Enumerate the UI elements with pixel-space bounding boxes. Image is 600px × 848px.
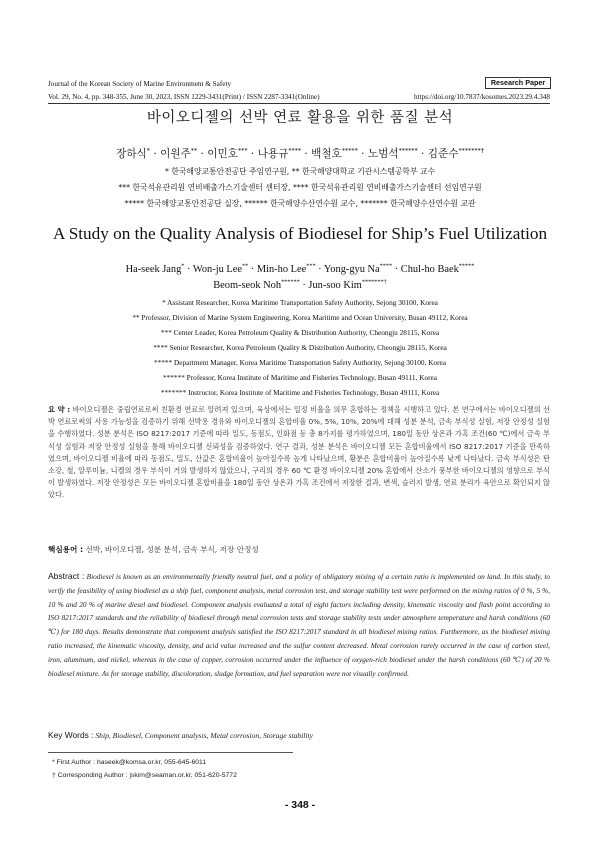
korean-author-affiliation-mark: **** xyxy=(288,147,302,155)
english-author-name: Won-ju Lee xyxy=(192,264,242,275)
english-authors-line2 xyxy=(0,280,600,291)
author-separator: · xyxy=(248,264,257,275)
korean-author-affiliation-mark: ** xyxy=(190,147,198,155)
doi-link[interactable]: https://doi.org/10.7837/kosomes.2023.29.4.348 xyxy=(413,93,550,101)
author-separator: · xyxy=(357,148,368,160)
author-separator: · xyxy=(392,264,401,275)
english-author-affiliation-mark: ** xyxy=(241,262,249,270)
english-author-affiliation-mark: ****** xyxy=(281,278,300,286)
korean-authors xyxy=(0,146,600,161)
english-author-affiliation-mark: *** xyxy=(306,262,316,270)
english-abstract-label: Abstract : xyxy=(48,571,85,581)
journal-name: Journal of the Korean Society of Marine Environment & Safety xyxy=(48,80,232,88)
english-author-affiliation-mark: **** xyxy=(379,262,393,270)
korean-author-affiliation-mark: * xyxy=(146,147,150,155)
english-affiliation-7: ******* Instructor, Korea Institute of Maritime and Fisheries Technology, Busan 49111, Korea xyxy=(160,388,440,397)
korean-author-affiliation-mark: *** xyxy=(237,147,248,155)
korean-abstract-text: 바이오디젤은 중립연료로써 친환경 연료로 알려져 있으며, 육상에서는 일정 비율을 의무 혼합하는 정책을 시행하고 있다. 본 연구에서는 바이오디젤의 선박 연료로써의 사용 가능성을 검증하기 위해 선박용 경유와 바이오디젤의 혼합비율 0%, 5%, 10%, 20%에 대해 성분 분석, 금속 부식성 실험, 저장 안정성 실험을 수행하였다. 성분 분석은 ISO 8217:2017 기준에 따라 밀도, 동점도, 인화점 등 총 8가지를 평가하였으며, 180일 동안 상온과 가혹 조건(60 ℃)에서 금속 부식성 실험과 저장 안정성 실험을 통해 바이오디젤 신뢰성을 검증하였다. 연구 결과, 성분 분석은 바이오디젤 모든 혼합비율에서 ISO 8217:2017 기준을 만족하였으며, 바이오디젤 비율에 따라 동점도, 밀도, 산값은 혼합비율이 높아질수록 높게 나타났으며, 황분은 혼합비율이 높아질수록 낮게 나타났다. 금속 부식성은 탄소강, 철, 알루미늄, 니켈의 경우 부식이 거의 발생하지 않았으나, 구리의 경우 60 ℃ 환경 바이오디젤 20% 혼합에서 산소가 풍부한 바이오디젤의 영향으로 부식이 발생하였다. 저장 안정성은 모든 바이오디젤 혼합비율을 180일 동안 상온과 가혹 조건에서 저장한 결과, 변색, 슬러지 발생, 연료 분리가 육안으로 확인되지 않았다. xyxy=(48,405,551,500)
author-separator: · xyxy=(301,148,312,160)
english-affiliation-5: ***** Department Manager, Korea Maritime Transportation Safety Authority, Sejong 30100, Korea xyxy=(153,358,447,367)
korean-keywords-text: 선박, 바이오디젤, 성분 분석, 금속 부식, 저장 안정성 xyxy=(85,545,259,554)
english-affiliation-1: * Assistant Researcher, Korea Maritime Transportation Safety Authority, Sejong 30100, Korea xyxy=(162,298,438,307)
research-paper-badge: Research Paper xyxy=(485,77,551,89)
footnote-rule xyxy=(48,752,293,753)
english-author-affiliation-mark: ***** xyxy=(458,262,475,270)
author-separator: · xyxy=(197,148,208,160)
korean-author-name: 백철호 xyxy=(311,148,342,160)
korean-author-name: 노범석 xyxy=(367,148,399,160)
english-author-affiliation-mark: *******† xyxy=(361,278,387,286)
author-separator: · xyxy=(417,148,428,160)
korean-keywords-label: 핵심용어 : xyxy=(48,545,84,554)
author-separator: · xyxy=(247,148,258,160)
page-number: - 348 - xyxy=(284,799,316,811)
korean-author-name: 이민호 xyxy=(207,148,238,160)
footnote-first-author: * First Author : haseek@komsa.or.kr, 055-645-6011 xyxy=(52,759,207,766)
korean-abstract xyxy=(48,404,550,502)
english-author-name: Jun-soo Kim xyxy=(308,280,362,291)
english-abstract xyxy=(48,570,550,680)
author-separator: · xyxy=(315,264,324,275)
korean-author-name: 나용규 xyxy=(257,148,289,160)
english-abstract-text: Biodiesel is known as an environmentally friendly neutral fuel, and a policy of obligatory mixing of a certain ratio is implemented on land. In this study, to verify the feasibility of using biodiesel as a ship fuel, component analysis, metal corrosion test, and storage stability test were performed on the mixing ratios of 0 %, 5 %, 10 % and 20 % of marine diesel and biodiesel. Component analysis evaluated a total of eight factors including density, kinematic viscosity and flash point according to ISO 8217:2017 standards and the reliability of biodiesel through metal corrosion tests and storage stability tests under atmosphere temperature and harsh conditions (60 ℃) for 180 days. Results demonstrate that component analysis satisfied the ISO 8217:2017 standard in all biodiesel mixing ratios. Furthermore, as the biodiesel mixing ratio increased, the kinematic viscosity, density, and acid value increased and the sulfur content decreased. Metal corrosion rarely occurred in the case of carbon steel, iron, aluminum, and nickel, whereas in the case of copper, corrosion occurred under the influence of oxygen-rich biodiesel under the harsh conditions (60 ℃) of 20 % biodiesel mixture. As for storage stability, discoloration, sludge formation, and fuel separation were not visually confirmed. xyxy=(48,572,550,678)
header-rule xyxy=(48,103,550,104)
korean-affiliation-2: *** 한국석유관리원 연비배출가스기술센터 센터장, **** 한국석유관리원 연비배출가스기술센터 선임연구원 xyxy=(118,183,482,192)
english-keywords-label: Key Words : xyxy=(48,730,94,740)
author-separator: · xyxy=(184,264,193,275)
korean-author-affiliation-mark: ***** xyxy=(341,147,358,155)
footnote-corresponding-author: † Corresponding Author : jskim@seaman.or.kr, 051-620-5772 xyxy=(52,772,237,779)
english-affiliation-6: ****** Professor, Korea Institute of Maritime and Fisheries Technology, Busan 49111, Korea xyxy=(162,373,438,382)
english-author-name: Chul-ho Baek xyxy=(400,264,459,275)
author-separator: · xyxy=(299,280,309,291)
korean-author-name: 장하식 xyxy=(116,148,147,160)
korean-abstract-label: 요 약 : xyxy=(48,405,71,414)
korean-author-name: 김준수 xyxy=(427,148,459,160)
english-author-name: Ha-seek Jang xyxy=(125,264,182,275)
english-author-name: Min-ho Lee xyxy=(256,264,307,275)
korean-affiliation-1: * 한국해양교통안전공단 주임연구원, ** 한국해양대학교 기관시스템공학부 교수 xyxy=(164,167,436,176)
korean-author-name: 이원주 xyxy=(160,148,191,160)
english-affiliation-2: ** Professor, Division of Marine System Engineering, Korea Maritime and Ocean University, Busan 49112, Korea xyxy=(132,313,468,322)
author-separator: · xyxy=(149,148,161,160)
korean-keywords xyxy=(48,544,259,555)
korean-affiliation-3: ***** 한국해양교통안전공단 실장, ****** 한국해양수산연수원 교수, ******* 한국해양수산연수원 교관 xyxy=(124,199,476,208)
korean-title: 바이오디젤의 선박 연료 활용을 위한 품질 분석 xyxy=(146,110,454,126)
english-author-name: Yong-gyu Na xyxy=(323,264,380,275)
english-affiliation-3: *** Center Leader, Korea Petroleum Quality & Distribution Authority, Cheongju 28115, Korea xyxy=(160,328,440,337)
journal-volume-info: Vol. 29, No. 4, pp. 348-355, June 30, 2023, ISSN 1229-3431(Print) / ISSN 2287-3341(Online) xyxy=(48,93,320,101)
english-title: A Study on the Quality Analysis of Biodiesel for Ship’s Fuel Utilization xyxy=(52,224,548,243)
korean-author-affiliation-mark: *******† xyxy=(458,147,484,155)
english-affiliation-4: **** Senior Researcher, Korea Petroleum Quality & Distribution Authority, Cheongju 28115, Korea xyxy=(153,343,447,352)
english-keywords xyxy=(48,730,313,740)
english-keywords-text: Ship, Biodiesel, Component analysis, Metal corrosion, Storage stability xyxy=(95,731,313,740)
english-author-name: Beom-seok Noh xyxy=(213,280,282,291)
english-authors-line1 xyxy=(0,264,600,275)
korean-author-affiliation-mark: ****** xyxy=(398,147,418,155)
english-author-affiliation-mark: * xyxy=(181,262,185,270)
